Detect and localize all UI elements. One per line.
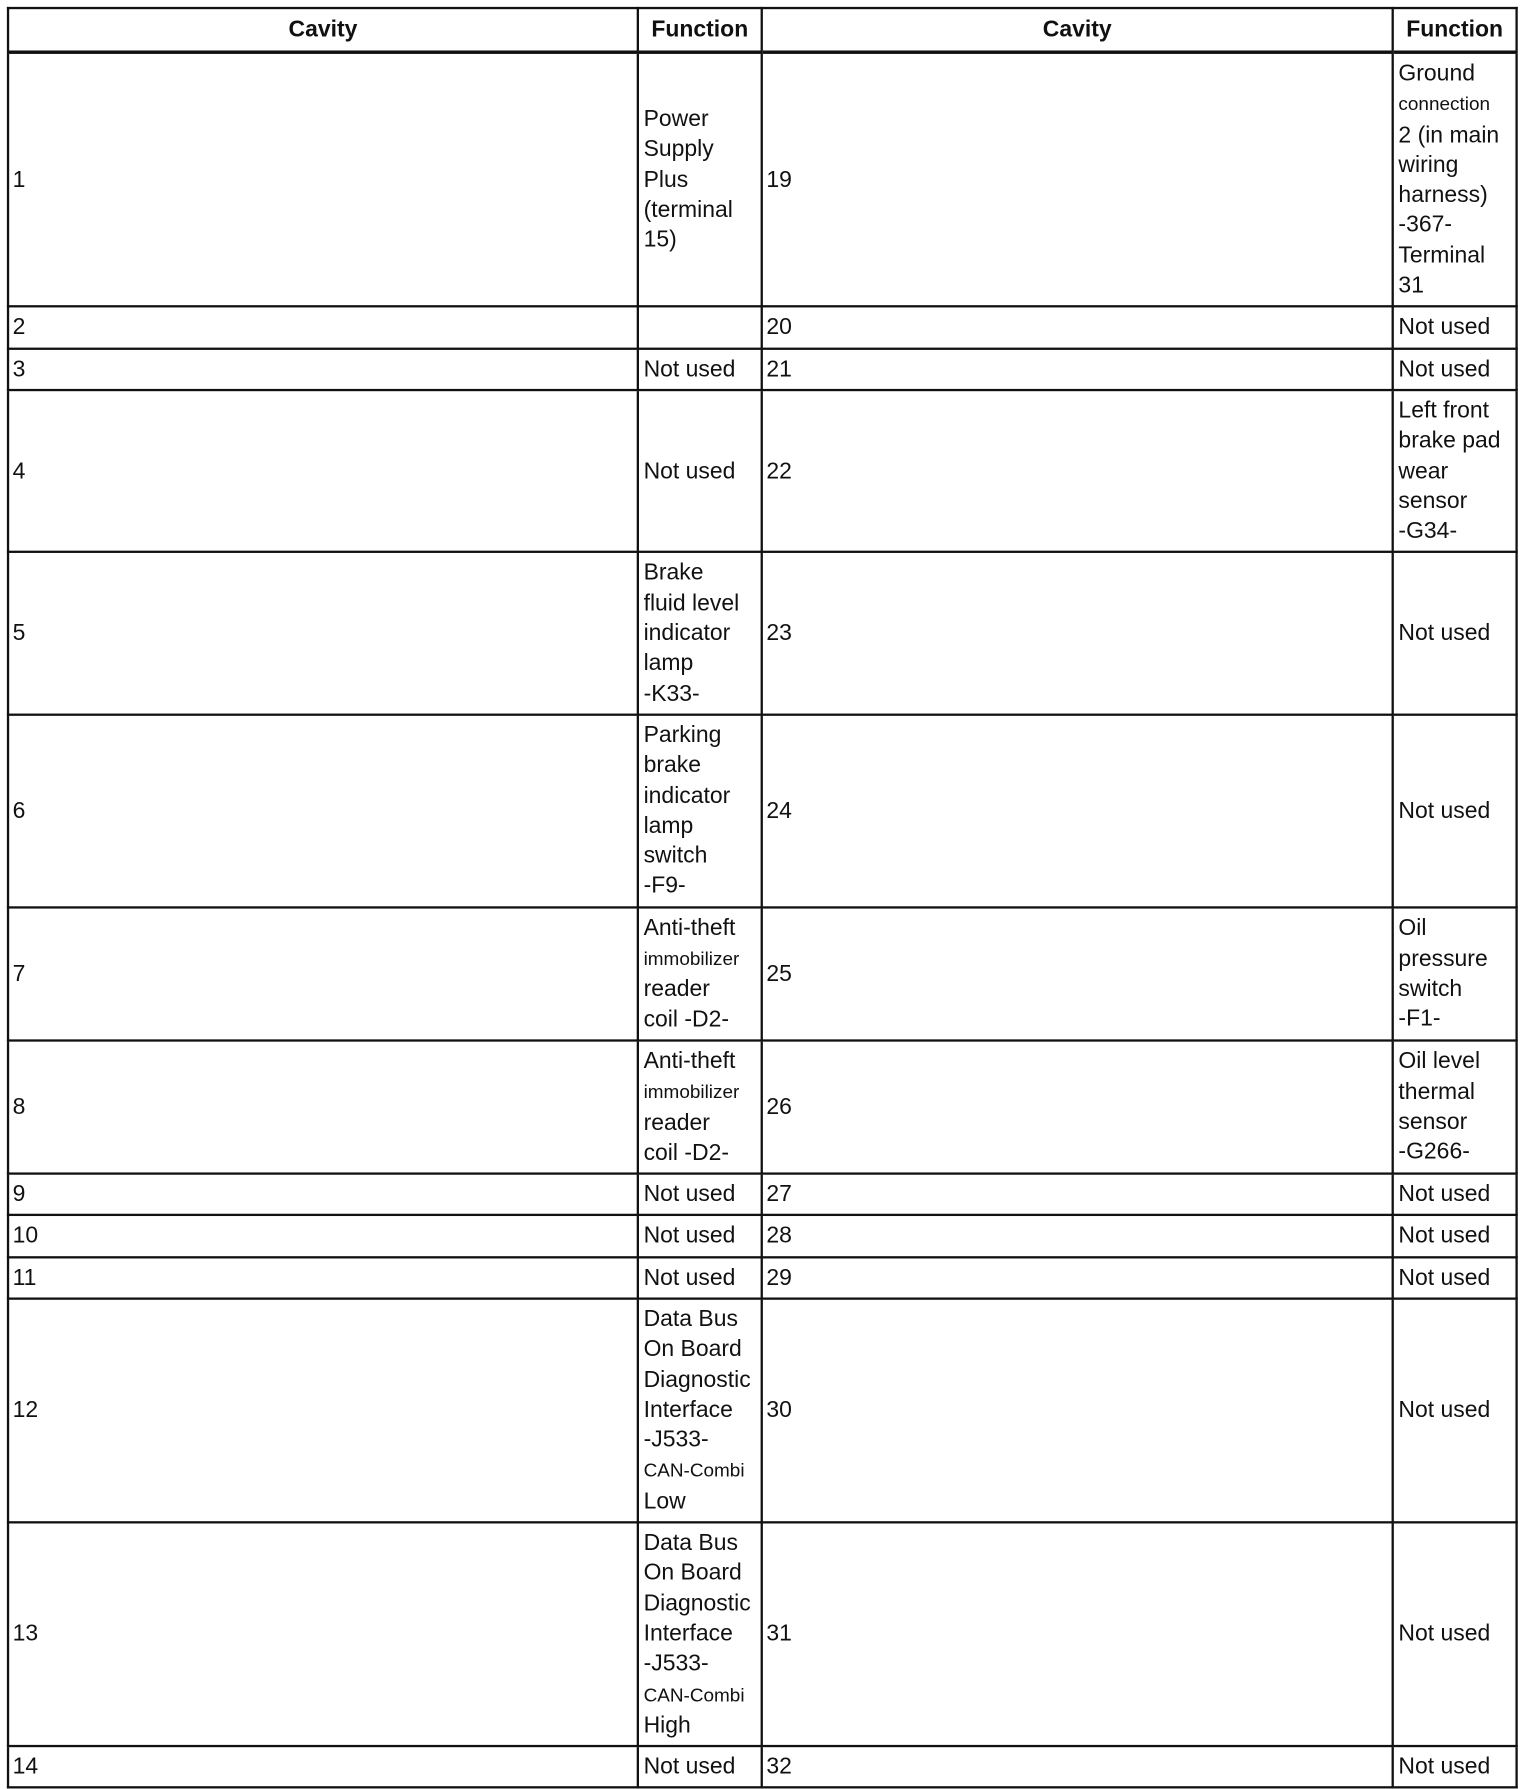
cavity-right-cell: 21 (762, 348, 1393, 390)
cavity-right-cell: 28 (762, 1215, 1393, 1257)
function-left-cell: Not used (638, 1257, 762, 1299)
table-body (8, 52, 1517, 1788)
cavity-left-cell: 4 (8, 390, 638, 552)
function-left-cell: Not used (638, 348, 762, 390)
function-right-cell: Not used (1393, 715, 1517, 907)
function-left-cell: Data Bus On Board Diagnostic Interface -J533- CAN-Combi High (638, 1522, 762, 1746)
function-left-cell: Anti-theft immobilizer reader coil -D2- (638, 1040, 762, 1173)
cavity-left-cell: 7 (8, 907, 638, 1040)
cavity-left-cell: 9 (8, 1174, 638, 1216)
function-left-cell: Data Bus On Board Diagnostic Interface -J533- CAN-Combi Low (638, 1299, 762, 1523)
function-right-cell: Not used (1393, 1522, 1517, 1746)
table-row (8, 1522, 1517, 1746)
function-left-cell: Not used (638, 1215, 762, 1257)
cavity-right-cell: 24 (762, 715, 1393, 907)
function-right-cell: Oil level thermal sensor -G266- (1393, 1040, 1517, 1173)
cavity-right-cell: 25 (762, 907, 1393, 1040)
cavity-right-cell: 26 (762, 1040, 1393, 1173)
header-function-right: Function (1393, 8, 1517, 52)
function-right-cell: Left front brake pad wear sensor -G34- (1393, 390, 1517, 552)
cavity-left-cell: 11 (8, 1257, 638, 1299)
function-right-cell: Oil pressure switch -F1- (1393, 907, 1517, 1040)
table-row (8, 390, 1517, 552)
cavity-left-cell: 10 (8, 1215, 638, 1257)
function-right-cell: Not used (1393, 552, 1517, 714)
cavity-right-cell: 23 (762, 552, 1393, 714)
cavity-left-cell: 3 (8, 348, 638, 390)
cavity-left-cell: 5 (8, 552, 638, 714)
table-row (8, 1040, 1517, 1173)
function-left-cell: Not used (638, 1746, 762, 1788)
table-row (8, 1174, 1517, 1216)
cavity-right-cell: 19 (762, 52, 1393, 307)
cavity-right-cell: 30 (762, 1299, 1393, 1523)
table-row (8, 552, 1517, 714)
cavity-left-cell: 8 (8, 1040, 638, 1173)
cavity-right-cell: 31 (762, 1522, 1393, 1746)
table-row (8, 715, 1517, 907)
table-header (8, 8, 1517, 52)
table-row (8, 1299, 1517, 1523)
cavity-left-cell: 13 (8, 1522, 638, 1746)
function-left-cell (638, 307, 762, 349)
function-left-cell: Power Supply Plus (terminal 15) (638, 52, 762, 307)
function-left-cell: Not used (638, 1174, 762, 1216)
table-row (8, 307, 1517, 349)
pinout-table (7, 7, 1518, 1789)
table-row (8, 52, 1517, 307)
header-row (8, 8, 1517, 52)
cavity-left-cell: 1 (8, 52, 638, 307)
header-cavity-right: Cavity (762, 8, 1393, 52)
cavity-right-cell: 20 (762, 307, 1393, 349)
function-left-cell: Not used (638, 390, 762, 552)
function-right-cell: Not used (1393, 307, 1517, 349)
function-right-cell: Not used (1393, 1215, 1517, 1257)
cavity-left-cell: 14 (8, 1746, 638, 1788)
table-row (8, 1746, 1517, 1788)
cavity-left-cell: 12 (8, 1299, 638, 1523)
function-left-cell: Brake fluid level indicator lamp -K33- (638, 552, 762, 714)
function-left-cell: Anti-theft immobilizer reader coil -D2- (638, 907, 762, 1040)
function-right-cell: Not used (1393, 1299, 1517, 1523)
function-right-cell: Not used (1393, 348, 1517, 390)
header-cavity-left: Cavity (8, 8, 638, 52)
table-row (8, 907, 1517, 1040)
function-left-cell: Parking brake indicator lamp switch -F9- (638, 715, 762, 907)
table-row (8, 348, 1517, 390)
cavity-right-cell: 22 (762, 390, 1393, 552)
table-row (8, 1257, 1517, 1299)
function-right-cell: Not used (1393, 1746, 1517, 1788)
function-right-cell: Ground connection 2 (in main wiring harness) -367- Terminal 31 (1393, 52, 1517, 307)
cavity-left-cell: 2 (8, 307, 638, 349)
function-right-cell: Not used (1393, 1257, 1517, 1299)
header-function-left: Function (638, 8, 762, 52)
cavity-left-cell: 6 (8, 715, 638, 907)
function-right-cell: Not used (1393, 1174, 1517, 1216)
cavity-right-cell: 27 (762, 1174, 1393, 1216)
cavity-right-cell: 29 (762, 1257, 1393, 1299)
table-row (8, 1215, 1517, 1257)
cavity-right-cell: 32 (762, 1746, 1393, 1788)
